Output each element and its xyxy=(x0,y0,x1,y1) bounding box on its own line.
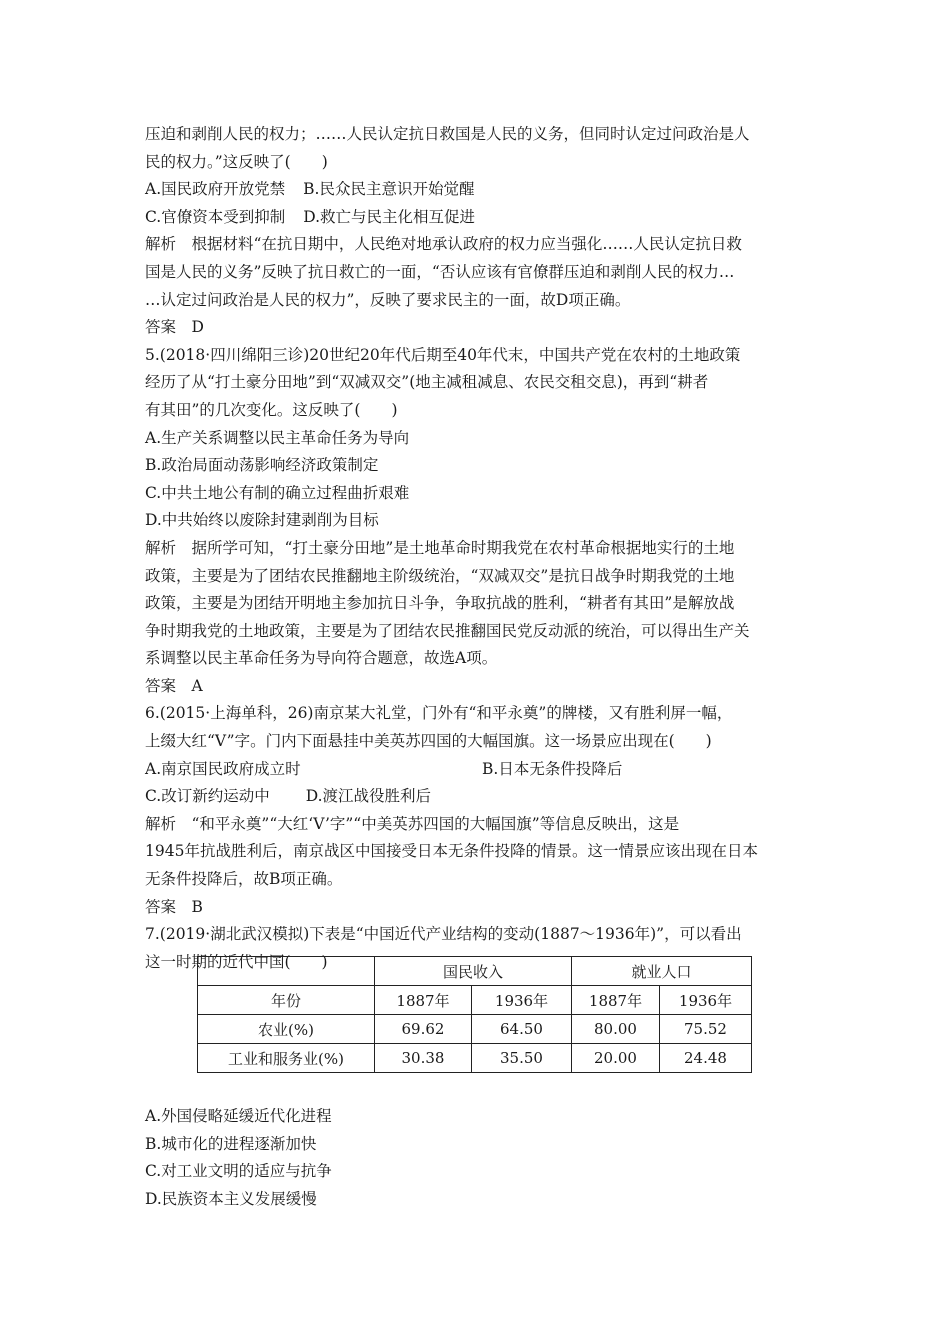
q4-options-row-1 xyxy=(145,176,815,204)
header-employment: 就业人口 xyxy=(572,957,752,986)
q6-option-a: A.南京国民政府成立时 xyxy=(145,759,301,778)
q6-option-d: D.渡江战役胜利后 xyxy=(305,787,432,806)
q5-stem-line-1: 5.(2018·四川绵阳三诊)20世纪20年代后期至40年代末，中国共产党在农村的土地政策 xyxy=(145,345,741,364)
q5-analysis-line-1: 解析 据所学可知，“打土豪分田地”是土地革命时期我党在农村革命根据地实行的土地 xyxy=(145,538,735,557)
q6-stem-line-1: 6.(2015·上海单科，26)南京某大礼堂，门外有“和平永奠”的牌楼，又有胜利屏一幅， xyxy=(145,704,733,723)
q4-analysis-line-1: 解析 根据材料“在抗日期中，人民绝对地承认政府的权力应当强化……人民认定抗日救 xyxy=(145,235,742,254)
table-row xyxy=(198,1015,752,1044)
q5-stem-line-3: 有其田”的几次变化。这反映了( ) xyxy=(145,400,398,419)
q7-option-c: C.对工业文明的适应与抗争 xyxy=(145,1162,332,1181)
q7-option-a: A.外国侵略延缓近代化进程 xyxy=(145,1107,332,1125)
q7-option-b: B.城市化的进程逐渐加快 xyxy=(145,1134,317,1153)
table-year-row xyxy=(198,986,752,1015)
q5-analysis-line-4: 争时期我党的土地政策，主要是为了团结农民推翻国民党反动派的统治，可以得出生产关 xyxy=(145,621,750,640)
year-label-cell: 年份 xyxy=(198,986,375,1015)
table-cell: 64.50 xyxy=(472,1015,572,1044)
table-cell: 69.62 xyxy=(375,1015,472,1044)
q4-stem-line-2: 民的权力。”这反映了( ) xyxy=(145,152,328,171)
document-page xyxy=(145,121,815,976)
year-cell: 1887年 xyxy=(572,986,660,1015)
q6-analysis-line-1: 解析 “和平永奠”“大红‘V’字”“中美英苏四国的大幅国旗”等信息反映出，这是 xyxy=(145,814,680,833)
q4-analysis-line-3: …认定过问政治是人民的权力”，反映了要求民主的一面，故D项正确。 xyxy=(145,290,631,309)
q5-option-d: D.中共始终以废除封建剥削为目标 xyxy=(145,511,379,530)
table-cell: 75.52 xyxy=(660,1015,752,1044)
q4-option-d: D.救亡与民主化相互促进 xyxy=(303,207,476,226)
table-cell: 24.48 xyxy=(660,1044,752,1073)
q7-option-d: D.民族资本主义发展缓慢 xyxy=(145,1189,317,1208)
row-label-industry-services: 工业和服务业(%) xyxy=(198,1044,375,1073)
q4-answer: 答案 D xyxy=(145,318,204,337)
table-cell: 20.00 xyxy=(572,1044,660,1073)
industry-structure-table xyxy=(197,956,752,1073)
q6-option-b: B.日本无条件投降后 xyxy=(482,759,623,778)
q6-stem-line-2: 上缀大红“V”字。门内下面悬挂中美英苏四国的大幅国旗。这一场景应出现在( ) xyxy=(145,732,712,751)
row-label-agriculture: 农业(%) xyxy=(198,1015,375,1044)
q5-analysis-line-3: 政策，主要是为团结开明地主参加抗日斗争，争取抗战的胜利，“耕者有其田”是解放战 xyxy=(145,594,735,613)
q7-options xyxy=(145,1103,815,1213)
q4-option-a: A.国民政府开放党禁 xyxy=(145,180,286,199)
q5-analysis-line-2: 政策，主要是为了团结农民推翻地主阶级统治，“双减双交”是抗日战争时期我党的土地 xyxy=(145,566,735,585)
q5-analysis-line-5: 系调整以民主革命任务为导向符合题意，故选A项。 xyxy=(145,649,498,668)
table-header-row xyxy=(198,957,752,986)
table-cell: 30.38 xyxy=(375,1044,472,1073)
q5-stem-line-2: 经历了从“打土豪分田地”到“双减双交”(地主减租减息、农民交租交息)，再到“耕者 xyxy=(145,373,709,392)
q5-option-b: B.政治局面动荡影响经济政策制定 xyxy=(145,456,379,475)
q6-answer: 答案 B xyxy=(145,897,203,916)
year-cell: 1887年 xyxy=(375,986,472,1015)
q4-option-c: C.官僚资本受到抑制 xyxy=(145,207,286,226)
q4-option-b: B.民众民主意识开始觉醒 xyxy=(303,180,475,199)
q4-stem-line-1: 压迫和剥削人民的权力；……人民认定抗日救国是人民的义务，但同时认定过问政治是人 xyxy=(145,125,750,143)
q7-stem-line-2: 这一时期的近代中国( ) xyxy=(145,952,328,971)
table-cell: 80.00 xyxy=(572,1015,660,1044)
q7-stem-line-1: 7.(2019·湖北武汉模拟)下表是“中国近代产业结构的变动(1887～1936年)”，可以看出 xyxy=(145,925,742,944)
header-national-income: 国民收入 xyxy=(375,957,572,986)
table-corner-cell xyxy=(198,957,375,986)
q6-options-row-2 xyxy=(145,783,815,811)
q5-option-a: A.生产关系调整以民主革命任务为导向 xyxy=(145,428,410,447)
q4-options-row-2 xyxy=(145,204,815,232)
q6-options-row-1 xyxy=(145,756,815,784)
table-row xyxy=(198,1044,752,1073)
q6-analysis-line-3: 无条件投降后，故B项正确。 xyxy=(145,870,343,889)
table-cell: 35.50 xyxy=(472,1044,572,1073)
q6-option-c: C.改订新约运动中 xyxy=(145,787,270,806)
year-cell: 1936年 xyxy=(472,986,572,1015)
q5-option-c: C.中共土地公有制的确立过程曲折艰难 xyxy=(145,483,410,502)
year-cell: 1936年 xyxy=(660,986,752,1015)
q4-analysis-line-2: 国是人民的义务”反映了抗日救亡的一面，“否认应该有官僚群压迫和剥削人民的权力… xyxy=(145,262,735,281)
q6-analysis-line-2: 1945年抗战胜利后，南京战区中国接受日本无条件投降的情景。这一情景应该出现在日本 xyxy=(145,842,758,861)
q5-answer: 答案 A xyxy=(145,676,203,695)
